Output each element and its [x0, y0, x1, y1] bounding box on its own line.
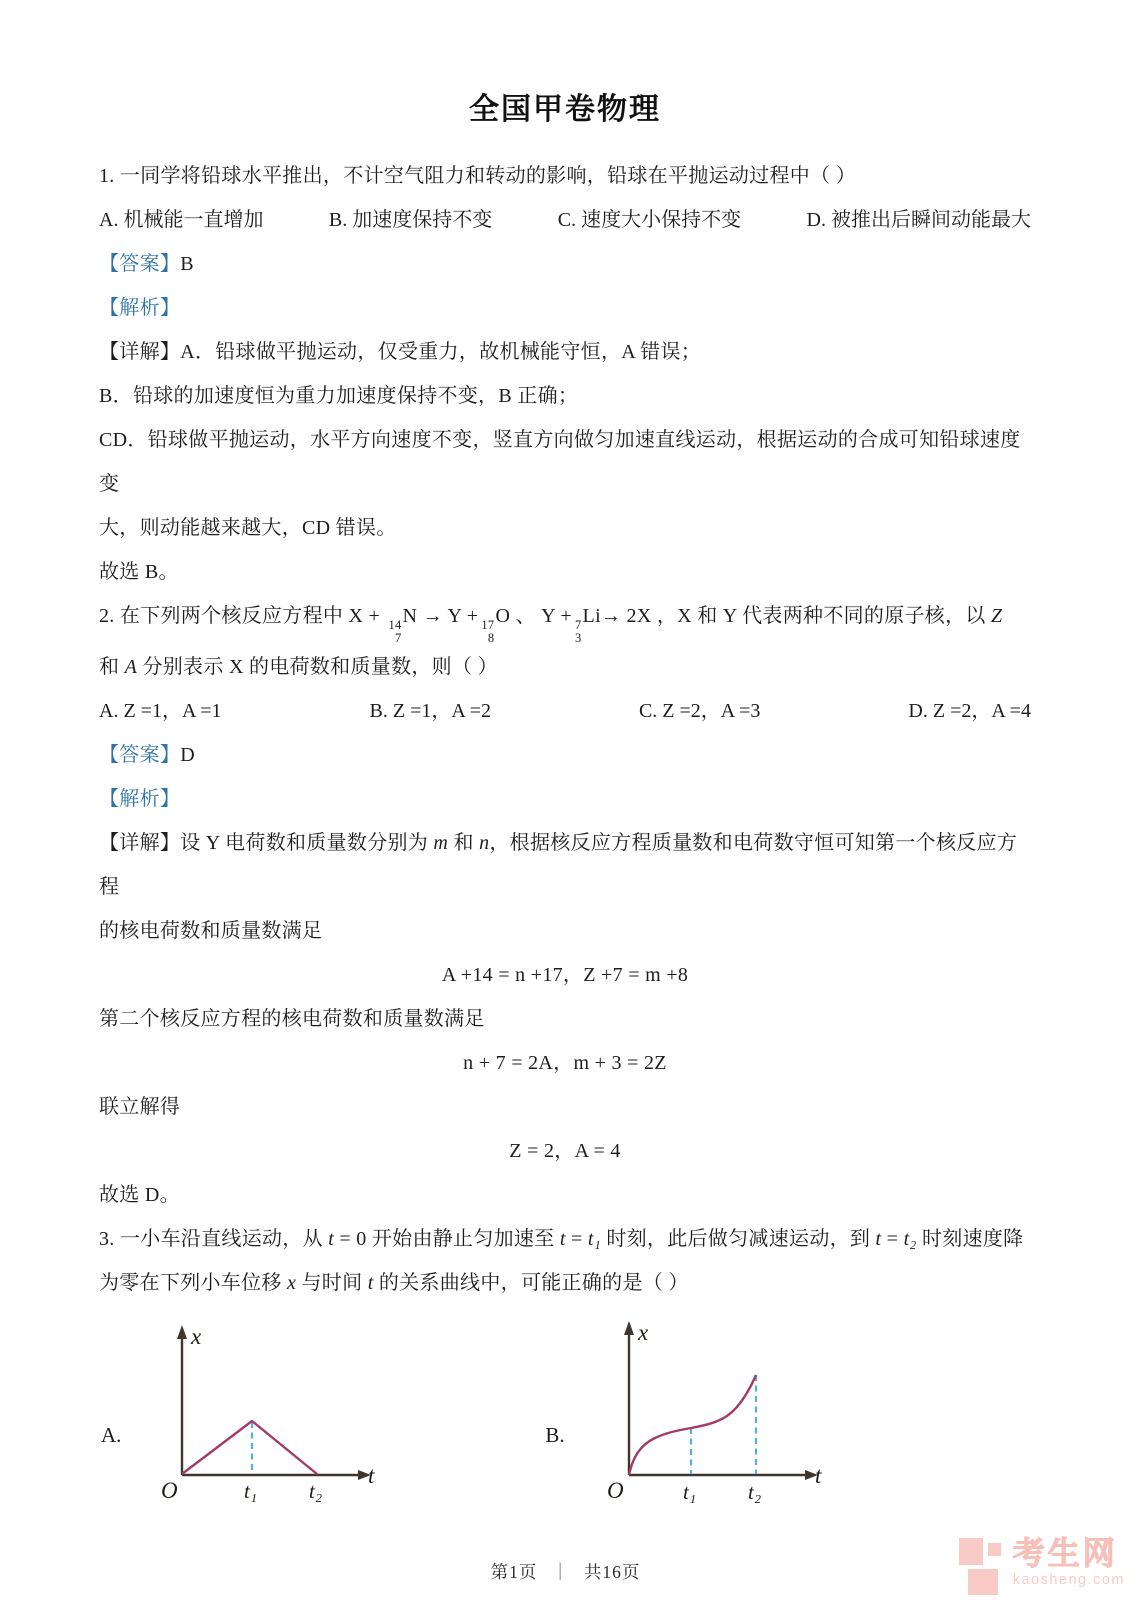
position-time-graph-a: [127, 1322, 377, 1504]
q2-detail-3: 第二个核反应方程的核电荷数和质量数满足: [99, 1008, 485, 1031]
q1-detail-3: CD．铅球做平抛运动，水平方向速度不变，竖直方向做匀加速直线运动，根据运动的合成可知铅球速度变: [99, 429, 1021, 495]
q1-stem: 1. 一同学将铅球水平推出，不计空气阻力和转动的影响，铅球在平抛运动过程中（ ）: [99, 165, 856, 187]
triangle-curve: [182, 1421, 317, 1474]
q2-formula-3: Z = 2，A = 4: [509, 1140, 621, 1163]
q2-option-c: C. Z =2，A =3: [638, 700, 761, 723]
kaosheng-logo-icon: [959, 1536, 1005, 1588]
q2-analysis-label: 【解析】: [99, 788, 181, 811]
q3-stem-line2: 为零在下列小车位移 x 与时间 t 的关系曲线中，可能正确的是（ ）: [99, 1272, 689, 1295]
y-axis-arrow-icon: [624, 1321, 634, 1335]
position-time-graph-b: [571, 1319, 831, 1504]
q2-stem-line2: 和 A 分别表示 X 的电荷数和质量数，则（ ）: [99, 656, 498, 679]
x-axis-label: t: [368, 1463, 375, 1489]
q1-conclusion: 故选 B。: [99, 561, 179, 583]
y-axis-label: x: [637, 1320, 648, 1346]
q1-answer-line: [99, 242, 1031, 286]
q1-answer-value: B: [180, 253, 194, 275]
q2-answer-line: [99, 733, 1031, 777]
page-title: 全国甲卷物理: [469, 93, 661, 126]
q2-answer-label: 【答案】: [99, 744, 181, 767]
q2-option-d: D. Z =2，A =4: [908, 700, 1031, 723]
q2-option-a: A. Z =1，A =1: [99, 700, 222, 723]
q2-detail-2: 的核电荷数和质量数满足: [99, 920, 323, 943]
q1-option-c: C. 速度大小保持不变: [557, 209, 742, 231]
q1-option-d: D. 被推出后瞬间动能最大: [806, 209, 1031, 231]
q2-options: [99, 689, 1031, 733]
t1-tick-label: t₁: [682, 1480, 696, 1505]
q1-analysis-label: 【解析】: [99, 297, 181, 319]
q3-graph-b-label: B.: [545, 1423, 565, 1448]
q1-answer-label: 【答案】: [99, 253, 181, 275]
q3-graph-a-label: A.: [101, 1423, 122, 1448]
q2-formula-1: A +14 = n +17，Z +7 = m +8: [441, 964, 689, 987]
footer-page-number: 第1页: [490, 1562, 538, 1582]
q2-answer-value: D: [180, 744, 195, 767]
origin-label: O: [606, 1478, 624, 1504]
x-axis-label: t: [814, 1463, 822, 1489]
y-axis-label: x: [191, 1324, 202, 1350]
footer-separator: ｜: [551, 1562, 570, 1582]
q1-analysis-line: [99, 286, 1031, 330]
q3-graphs: [99, 1319, 1031, 1504]
q2-stem-line1: 2. 在下列两个核反应方程中 X + 14 7 N → Y + 17 8 O 、 Y + 7 3 Li→ 2X ，X 和 Y 代表两种不同的原子核，以 Z: [99, 605, 1003, 646]
q1-detail-1: 【详解】A．铅球做平抛运动，仅受重力，故机械能守恒，A 错误；: [99, 341, 702, 363]
q2-conclusion: 故选 D。: [99, 1184, 180, 1207]
q3-graph-b: [545, 1319, 830, 1504]
q1-option-b: B. 加速度保持不变: [328, 209, 493, 231]
origin-label: O: [161, 1478, 179, 1504]
watermark-text: [1012, 1534, 1125, 1588]
t2-tick-label: t₂: [309, 1479, 323, 1504]
question-1: [99, 154, 1031, 594]
q1-detail-2: B．铅球的加速度恒为重力加速度保持不变，B 正确；: [99, 385, 579, 407]
q2-detail-1: 【详解】设 Y 电荷数和质量数分别为 m 和 n，根据核反应方程质量数和电荷数守恒可知第一个核反应方程: [99, 832, 1018, 899]
q2-analysis-line: [99, 777, 1031, 821]
q3-stem-line1: 3. 一小车沿直线运动，从 t = 0 开始由静止匀加速至 t = t₁ 时刻，此后做匀减速运动，到 t = t₂ 时刻速度降: [99, 1228, 1024, 1251]
s-curve: [629, 1375, 756, 1475]
q2-option-b: B. Z =1，A =2: [369, 700, 491, 723]
q3-graph-a: [101, 1319, 377, 1504]
y-axis-arrow-icon: [177, 1325, 187, 1339]
q1-detail-4: 大，则动能越来越大，CD 错误。: [99, 517, 397, 539]
q1-option-a: A. 机械能一直增加: [99, 209, 264, 231]
footer-total-pages: 共16页: [583, 1562, 641, 1582]
q2-detail-4: 联立解得: [99, 1096, 181, 1119]
t1-tick-label: t₁: [244, 1479, 258, 1504]
watermark-domain: kaosheng.com: [1012, 1571, 1125, 1588]
watermark-site-name: 考生网: [1012, 1534, 1118, 1571]
kaosheng-watermark: [959, 1536, 1125, 1588]
t2-tick-label: t₂: [747, 1480, 761, 1505]
q1-options: [99, 198, 1031, 242]
q2-formula-2: n + 7 = 2A，m + 3 = 2Z: [463, 1052, 667, 1075]
question-3: [99, 1217, 1031, 1504]
question-2: [99, 594, 1031, 1217]
